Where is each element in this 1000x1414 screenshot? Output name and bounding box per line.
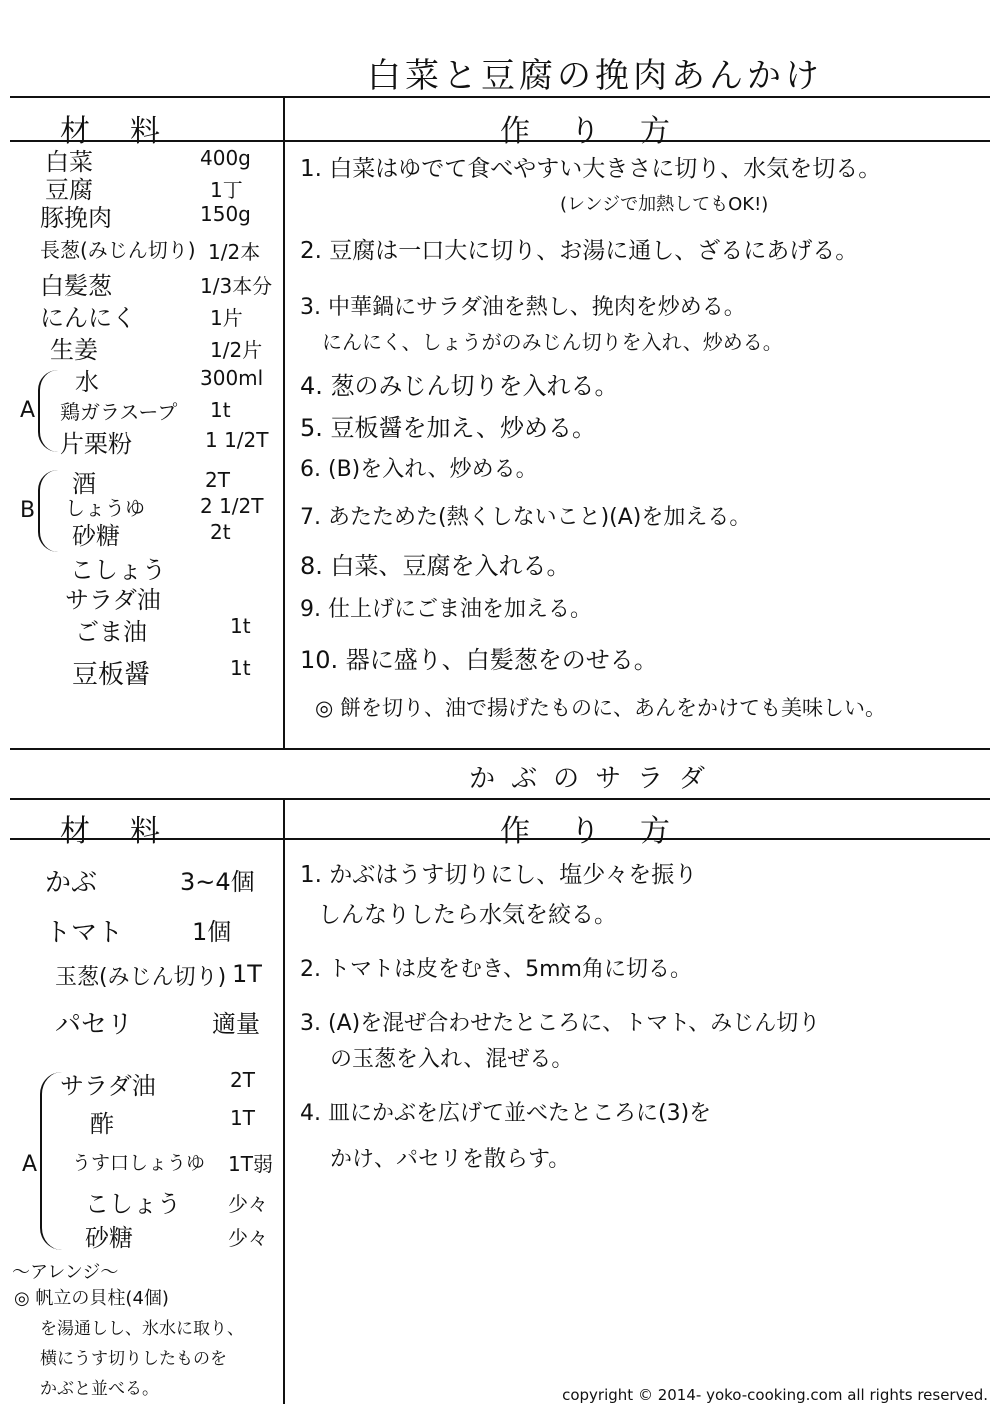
ingredient-name: パセリ	[55, 1010, 134, 1040]
method-step: 4. 皿にかぶを広げて並べたところに(3)を	[300, 1101, 712, 1126]
arrange-line: 横にうす切りしたものを	[40, 1349, 227, 1369]
ingredient-qty: 1/2本	[208, 240, 261, 264]
ingredient-qty: 1個	[192, 918, 232, 946]
arrange-line: ◎ 帆立の貝柱(4個)	[14, 1288, 169, 1309]
method-step: 6. (B)を入れ、炒める。	[300, 457, 538, 482]
group-a-label: A	[20, 398, 36, 423]
method-step: 2. トマトは皮をむき、5mm角に切る。	[300, 957, 692, 982]
arrange-line: を湯通しし、氷水に取り、	[40, 1319, 244, 1339]
ingredient-name: 片栗粉	[60, 430, 132, 458]
group-a-label: A	[22, 1152, 38, 1177]
method-step: しんなりしたら水気を絞る。	[318, 902, 617, 928]
method-step: 3. (A)を混ぜ合わせたところに、トマト、みじん切り	[300, 1011, 821, 1036]
ingredient-qty: 1/3本分	[200, 274, 273, 298]
copyright-footer: copyright © 2014- yoko-cooking.com all rights reserved.	[562, 1386, 988, 1404]
ingredient-qty: 適量	[212, 1010, 260, 1038]
ingredient-qty: 1T	[232, 960, 262, 988]
ingredient-qty: 1片	[210, 306, 243, 330]
group-a-bracket	[40, 1072, 62, 1250]
ingredient-qty: 2T	[205, 468, 230, 492]
ingredient-name: こしょう	[70, 556, 166, 584]
ingredient-name: 長葱(みじん切り)	[40, 238, 196, 262]
method-step: 4. 葱のみじん切りを入れる。	[300, 372, 619, 400]
ingredient-name: 水	[75, 368, 99, 396]
ingredient-qty: 1t	[230, 614, 251, 638]
method-step: の玉葱を入れ、混ぜる。	[330, 1047, 574, 1072]
ingredient-name: 砂糖	[72, 522, 120, 550]
ingredient-name: ごま油	[75, 618, 147, 646]
ingredient-name: 豚挽肉	[40, 204, 112, 232]
ingredient-name: しょうゆ	[65, 496, 145, 520]
divider	[10, 748, 990, 750]
ingredient-name: こしょう	[85, 1190, 181, 1218]
ingredient-qty: 300ml	[200, 366, 264, 390]
ingredient-name: にんにく	[40, 304, 136, 332]
ingredient-name: 砂糖	[85, 1224, 133, 1252]
method-step: にんにく、しょうがのみじん切りを入れ、炒める。	[322, 330, 783, 354]
ingredient-qty: 1t	[230, 656, 251, 680]
ingredient-name: サラダ油	[60, 1072, 156, 1100]
method-step: 5. 豆板醤を加え、炒める。	[300, 414, 596, 442]
method-step: 10. 器に盛り、白髪葱をのせる。	[300, 646, 658, 674]
column-divider	[283, 798, 285, 1404]
ingredient-qty: 3~4個	[180, 868, 255, 896]
divider	[10, 96, 990, 98]
ingredient-name: 白髪葱	[40, 272, 112, 300]
ingredient-qty: 1丁	[210, 178, 243, 202]
ingredient-qty: 2t	[210, 520, 231, 544]
recipe2-title: かぶのサラダ	[469, 764, 721, 794]
ingredient-name: 酒	[72, 470, 96, 498]
arrange-line: かぶと並べる。	[40, 1379, 159, 1399]
method-step: 3. 中華鍋にサラダ油を熱し、挽肉を炒める。	[300, 295, 746, 320]
ingredient-qty: 1 1/2T	[205, 428, 269, 452]
method-step: 2. 豆腐は一口大に切り、お湯に通し、ざるにあげる。	[300, 238, 859, 264]
divider	[10, 798, 990, 800]
group-b-bracket	[38, 470, 58, 552]
ingredient-qty: 少々	[228, 1226, 268, 1250]
divider	[10, 140, 990, 142]
ingredient-name: 白菜	[45, 148, 93, 176]
ingredient-qty: 400g	[200, 146, 251, 170]
method-step: 9. 仕上げにごま油を加える。	[300, 597, 592, 622]
method-step: 1. 白菜はゆでて食べやすい大きさに切り、水気を切る。	[300, 156, 882, 182]
ingredient-qty: 1t	[210, 398, 231, 422]
ingredient-qty: 少々	[228, 1192, 268, 1216]
group-b-label: B	[20, 498, 36, 523]
ingredient-name: 豆腐	[45, 176, 93, 204]
method-step: 7. あたためた(熱くしないこと)(A)を加える。	[300, 505, 752, 530]
divider	[10, 838, 990, 840]
ingredient-name: 生姜	[50, 336, 98, 364]
method-step: 8. 白菜、豆腐を入れる。	[300, 552, 571, 580]
ingredient-qty: 2T	[230, 1068, 255, 1092]
ingredient-name: サラダ油	[65, 586, 161, 614]
recipe2-ingredients-header: 材料	[60, 814, 200, 849]
column-divider	[283, 96, 285, 748]
ingredient-name: トマト	[45, 918, 124, 948]
recipe1-method-header: 作り方	[500, 114, 710, 149]
recipe2-method-header: 作り方	[500, 814, 710, 849]
ingredient-qty: 150g	[200, 202, 251, 226]
method-step-note: (レンジで加熱してもOK!)	[560, 194, 769, 215]
ingredient-name: かぶ	[45, 868, 98, 898]
ingredient-name: 玉葱(みじん切り)	[55, 965, 227, 990]
ingredient-qty: 1/2片	[210, 338, 263, 362]
ingredient-qty: 1T弱	[228, 1152, 273, 1176]
ingredient-name: 酢	[90, 1110, 114, 1138]
ingredient-qty: 2 1/2T	[200, 494, 264, 518]
ingredient-qty: 1T	[230, 1106, 255, 1130]
recipe1-ingredients-header: 材料	[60, 114, 200, 149]
method-step-tip: ◎ 餅を切り、油で揚げたものに、あんをかけても美味しい。	[315, 696, 886, 720]
ingredient-name: 鶏ガラスープ	[60, 400, 178, 424]
ingredient-name: うす口しょうゆ	[72, 1152, 206, 1174]
method-step: 1. かぶはうす切りにし、塩少々を振り	[300, 862, 698, 888]
group-a-bracket	[38, 370, 58, 452]
arrange-title: 〜アレンジ〜	[12, 1262, 119, 1283]
method-step: かけ、パセリを散らす。	[330, 1147, 571, 1172]
ingredient-name: 豆板醤	[72, 660, 151, 690]
recipe1-title: 白菜と豆腐の挽肉あんかけ	[367, 56, 823, 96]
